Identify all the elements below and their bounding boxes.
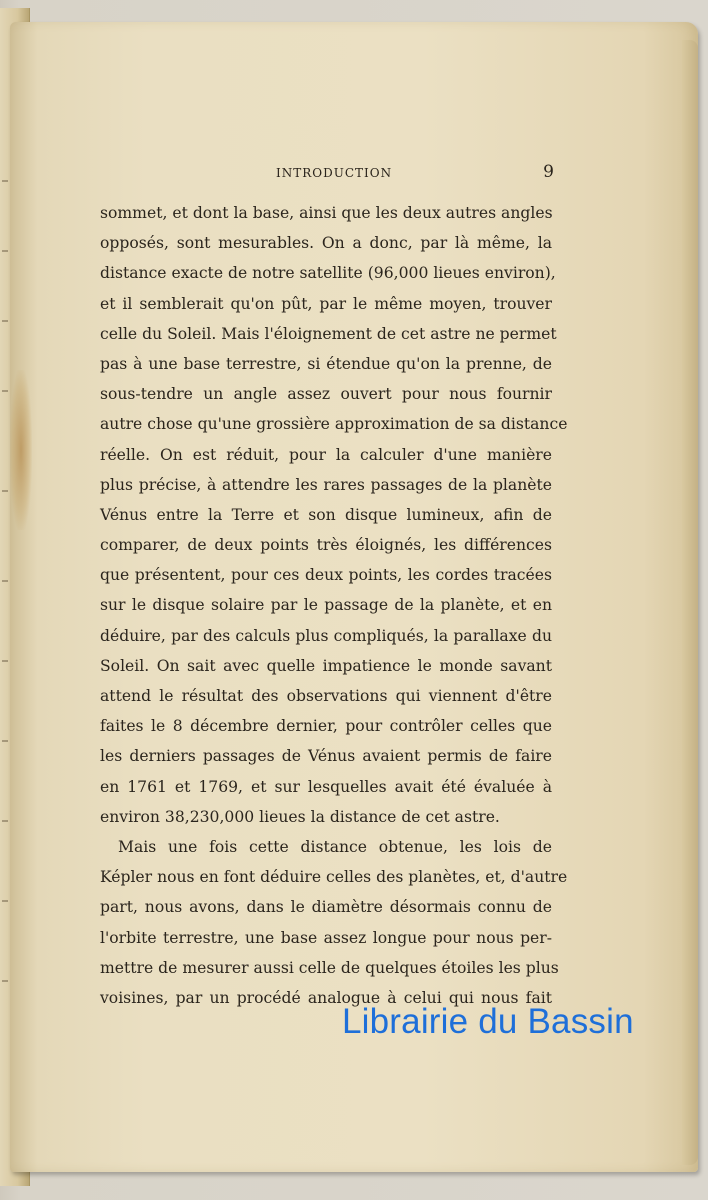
text-line: réelle. On est réduit, pour la calculer d'une manière — [100, 445, 552, 464]
left-margin-marks — [0, 160, 12, 1060]
text-line: attend le résultat des observations qui viennent d'être — [100, 687, 552, 705]
text-line: plus précise, à attendre les rares passages de la planète — [100, 475, 552, 494]
text-line: sommet, et dont la base, ainsi que les deux autres angles — [100, 204, 553, 222]
text-line: et il semblerait qu'on pût, par le même moyen, trouver — [100, 294, 552, 313]
text-line: environ 38,230,000 lieues la distance de cet astre. — [100, 807, 500, 826]
running-header — [100, 160, 558, 188]
text-line: sous-tendre un angle assez ouvert pour nous fournir — [100, 385, 552, 404]
text-line: pas à une base terrestre, si étendue qu'on la prenne, de — [100, 354, 552, 373]
text-line: distance exacte de notre satellite (96,000 lieues environ), — [100, 264, 556, 283]
text-line: celle du Soleil. Mais l'éloignement de cet astre ne permet — [100, 324, 557, 343]
seller-watermark: Librairie du Bassin — [342, 1002, 634, 1041]
paragraph-start-line: Mais une fois cette distance obtenue, les lois de — [118, 837, 552, 856]
text-line: opposés, sont mesurables. On a donc, par là même, la — [100, 234, 552, 253]
body-text — [100, 198, 568, 1013]
text-line: mettre de mesurer aussi celle de quelques étoiles les plus — [100, 958, 559, 977]
text-line: Képler nous en font déduire celles des planètes, et, d'autre — [100, 868, 568, 887]
text-line: Soleil. On sait avec quelle impatience le monde savant — [100, 656, 552, 675]
page-right-edge — [682, 40, 698, 1165]
text-line: déduire, par des calculs plus compliqués, la parallaxe du — [100, 626, 552, 645]
foxing-stain — [10, 370, 32, 530]
running-title: INTRODUCTION — [276, 166, 393, 180]
text-line: les derniers passages de Vénus avaient permis de faire — [100, 747, 552, 766]
text-line: Vénus entre la Terre et son disque lumineux, afin de — [100, 505, 552, 524]
text-line: en 1761 et 1769, et sur lesquelles avait été évaluée à — [100, 777, 552, 796]
text-line: voisines, par un procédé analogue à celui qui nous fait — [100, 988, 552, 1007]
text-line: part, nous avons, dans le diamètre désormais connu de — [100, 898, 552, 917]
text-line: l'orbite terrestre, une base assez longue pour nous per- — [100, 928, 552, 947]
text-line: autre chose qu'une grossière approximation de sa distance — [100, 415, 568, 434]
text-line: faites le 8 décembre dernier, pour contrôler celles que — [100, 717, 552, 736]
text-line: que présentent, pour ces deux points, les cordes tracées — [100, 566, 552, 585]
page-number: 9 — [543, 162, 554, 182]
text-line: comparer, de deux points très éloignés, les différences — [100, 536, 552, 555]
text-line: sur le disque solaire par le passage de la planète, et en — [100, 596, 552, 615]
